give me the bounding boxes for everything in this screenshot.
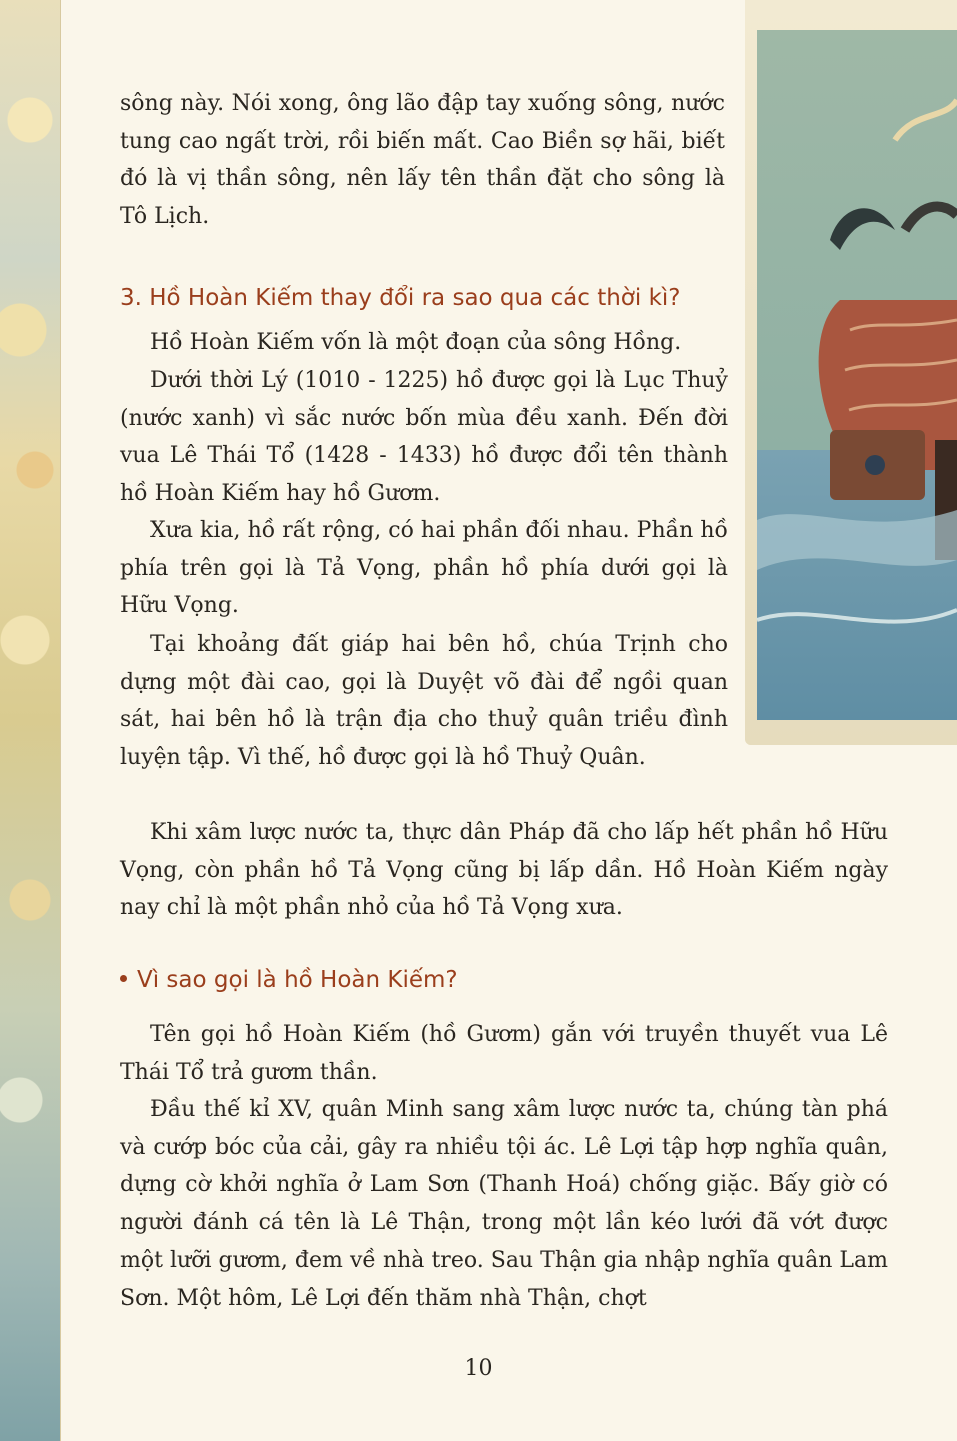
bullet-icon [120, 975, 127, 982]
bullet-heading-text: Vì sao gọi là hồ Hoàn Kiếm? [137, 967, 458, 993]
paragraph-4: Xưa kia, hồ rất rộng, có hai phần đối nhau. Phần hồ phía trên gọi là Tả Vọng, phần hồ phía dưới gọi là Hữu Vọng. [120, 518, 728, 619]
paragraph-5: Tại khoảng đất giáp hai bên hồ, chúa Trịnh cho dựng một đài cao, gọi là Duyệt võ đài để ngồi quan sát, hai bên hồ là trận địa cho thuỷ quân triều đình luyện tập. Vì thế, hồ được gọi là hồ Thuỷ Quân. [120, 632, 728, 771]
bullet-heading [120, 962, 820, 999]
dragon-boat-illustration [745, 0, 957, 745]
paragraph-7: Tên gọi hồ Hoàn Kiếm (hồ Gươm) gắn với truyền thuyết vua Lê Thái Tổ trả gươm thần. [120, 1022, 888, 1085]
decorative-cloud-border [0, 0, 61, 1441]
page-number: 10 [464, 1356, 493, 1381]
paragraph-1: sông này. Nói xong, ông lão đập tay xuống sông, nước tung cao ngất trời, rồi biến mất. Cao Biền sợ hãi, biết đó là vị thần sông, nên lấy tên thần đặt cho sông là Tô Lịch. [120, 91, 725, 230]
section-heading: 3. Hồ Hoàn Kiếm thay đổi ra sao qua các thời kì? [120, 285, 681, 311]
paragraph-8: Đầu thế kỉ XV, quân Minh sang xâm lược nước ta, chúng tàn phá và cướp bóc của cải, gây ra nhiều tội ác. Lê Lợi tập hợp nghĩa quân, dựng cờ khởi nghĩa ở Lam Sơn (Thanh Hoá) chống giặc. Bấy giờ có người đánh cá tên là Lê Thận, trong một lần kéo lưới đã vớt được một lưỡi gươm, đem về nhà treo. Sau Thận gia nhập nghĩa quân Lam Sơn. Một hôm, Lê Lợi đến thăm nhà Thận, chợt [120, 1097, 888, 1311]
paragraph-6: Khi xâm lược nước ta, thực dân Pháp đã cho lấp hết phần hồ Hữu Vọng, còn phần hồ Tả Vọng cũng bị lấp dần. Hồ Hoàn Kiếm ngày nay chỉ là một phần nhỏ của hồ Tả Vọng xưa. [120, 820, 888, 921]
paragraph-2: Hồ Hoàn Kiếm vốn là một đoạn của sông Hồng. [150, 330, 682, 355]
paragraph-3: Dưới thời Lý (1010 - 1225) hồ được gọi là Lục Thuỷ (nước xanh) vì sắc nước bốn mùa đều xanh. Đến đời vua Lê Thái Tổ (1428 - 1433) hồ được đổi tên thành hồ Hoàn Kiếm hay hồ Gươm. [120, 368, 728, 507]
